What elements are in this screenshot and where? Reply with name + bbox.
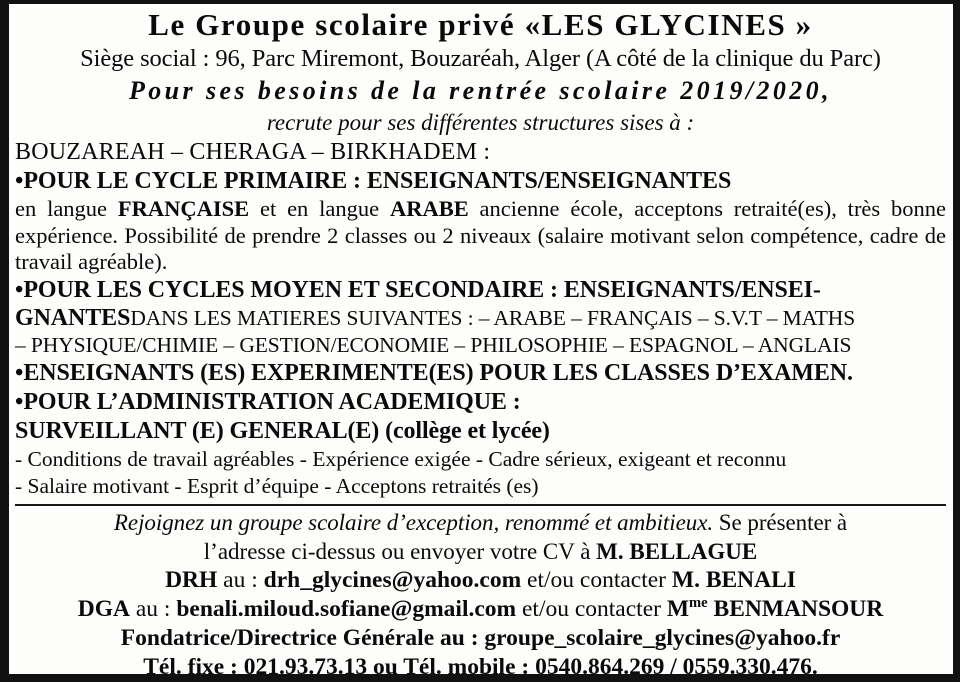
bullet-icon: • — [15, 168, 24, 194]
page-title: Le Groupe scolaire privé «LES GLYCINES » — [148, 7, 813, 42]
dga-mid-text: au : — [129, 595, 177, 622]
dga-after-text: et/ou contacter — [516, 595, 667, 622]
contact-person-benali: M. BENALI — [671, 566, 796, 593]
footer-tagline-italic: Rejoignez un groupe scolaire d’exception, renommé et ambitieux. — [113, 509, 714, 535]
body-block — [15, 138, 946, 501]
bullet-icon: • — [15, 388, 24, 415]
footer-founder-line — [15, 624, 946, 653]
section-primary-body — [15, 196, 946, 276]
section-divider — [15, 504, 946, 506]
footer-drh-line — [15, 566, 946, 595]
footer-address-text: l’adresse ci-dessus ou envoyer votre CV à — [203, 538, 597, 564]
needs-line: Pour ses besoins de la rentrée scolaire 2019/2020, — [129, 76, 832, 105]
section-admin-heading — [15, 388, 946, 417]
bullet-icon: • — [15, 276, 24, 303]
section-secondary-subjects-line1 — [15, 305, 946, 332]
section-admin-heading-text: POUR L’ADMINISTRATION ACADEMIQUE : — [23, 388, 521, 415]
madame-abbreviation — [667, 596, 708, 622]
dga-label: DGA — [77, 595, 130, 622]
section-secondary-subjects-line2: – PHYSIQUE/CHIMIE – GESTION/ECONOMIE – PHILOSOPHIE – ESPAGNOL – ANGLAIS — [15, 332, 852, 357]
phone-numbers[interactable]: Tél. fixe : 021.93.73.13 ou Tél. mobile : 0540.864.269 / 0559.330.476. — [143, 653, 818, 680]
section-exam-heading — [15, 359, 946, 388]
section-secondary-heading-text: POUR LES CYCLES MOYEN ET SECONDAIRE : ENSEIGNANTS/ENSEI- — [23, 276, 821, 303]
primary-body-part2: et en langue — [249, 196, 390, 221]
primary-lang-french: FRANÇAISE — [117, 196, 250, 221]
footer-address-line — [15, 537, 946, 566]
drh-mid-text: au : — [217, 566, 264, 593]
primary-body-part1: en langue — [15, 196, 118, 221]
secondary-subjects-text: DANS LES MATIERES SUIVANTES : – ARABE – FRANÇAIS – S.V.T – MATHS — [130, 305, 856, 330]
footer-tagline-rest: Se présenter à — [713, 509, 848, 535]
primary-lang-arabic: ARABE — [389, 196, 469, 221]
section-admin-subheading: SURVEILLANT (E) GENERAL(E) (collège et lycée) — [15, 417, 550, 444]
primary-body-part3: ancienne école, acceptons retraité(es), très bonne expérience. Possibilité de prendre 2 classes ou 2 niveaux (salaire motivant selon compétence, cadre de travail agréable). — [15, 196, 946, 274]
footer-phone-line — [15, 653, 946, 682]
footer-block — [15, 508, 946, 682]
founder-role-label: Fondatrice/Directrice Générale au : — [120, 624, 485, 651]
section-exam-heading-text: ENSEIGNANTS (ES) EXPERIMENTE(ES) POUR LES CLASSES D’EXAMEN. — [23, 359, 853, 386]
footer-tagline — [15, 508, 946, 537]
secondary-heading-continuation: GNANTES — [15, 304, 131, 331]
bullet-icon: • — [15, 359, 24, 386]
drh-email[interactable]: drh_glycines@yahoo.com — [263, 566, 522, 593]
madame-prefix: M — [666, 595, 690, 622]
founder-email[interactable]: groupe_scolaire_glycines@yahoo.fr — [484, 624, 841, 651]
poster-inner — [9, 6, 953, 680]
recruits-line: recrute pour ses différentes structures sises à : — [266, 110, 695, 135]
address-line: Siège social : 96, Parc Miremont, Bouzaréah, Alger (A côté de la clinique du Parc) — [80, 45, 881, 72]
drh-after-text: et/ou contacter — [521, 566, 672, 593]
section-secondary-heading — [15, 276, 946, 305]
section-primary-heading-text: POUR LE CYCLE PRIMAIRE : ENSEIGNANTS/ENSEIGNANTES — [23, 168, 732, 194]
conditions-line-2: - Salaire motivant - Esprit d’équipe - Acceptons retraités (es) — [15, 474, 539, 498]
section-primary-heading — [15, 167, 946, 196]
dga-email[interactable]: benali.miloud.sofiane@gmail.com — [176, 595, 517, 622]
contact-person-benmansour: BENMANSOUR — [707, 595, 884, 622]
footer-dga-line — [15, 595, 946, 624]
conditions-line-1: - Conditions de travail agréables - Expérience exigée - Cadre sérieux, exigeant et reconnu — [15, 446, 787, 471]
cities-line: BOUZAREAH – CHERAGA – BIRKHADEM : — [15, 139, 491, 165]
madame-superscript: me — [689, 594, 708, 611]
drh-label: DRH — [165, 566, 218, 593]
contact-person-bellague: M. BELLAGUE — [596, 538, 758, 564]
